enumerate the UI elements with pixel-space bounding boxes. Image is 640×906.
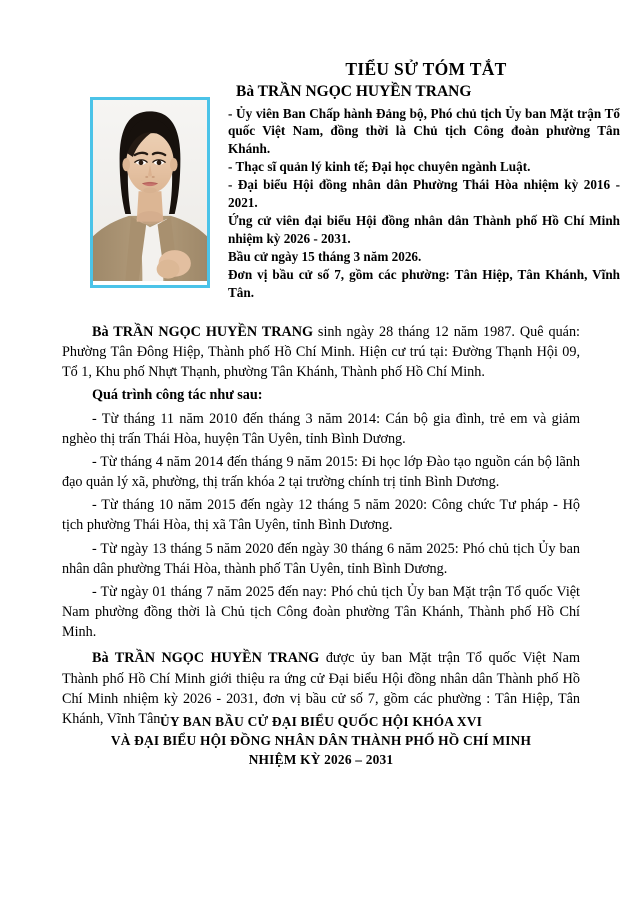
candidate-name-heading: Bà TRẦN NGỌC HUYỀN TRANG <box>236 83 472 101</box>
career-item: - Từ tháng 4 năm 2014 đến tháng 9 năm 2015: Đi học lớp Đào tạo nguồn cán bộ lãnh đạo quản lý xã, phường, thị trấn khóa 2 tại trường chính trị tỉnh Bình Dương. <box>62 453 580 491</box>
paragraph-personal-info <box>62 322 580 382</box>
career-heading: Quá trình công tác như sau: <box>92 387 263 404</box>
footer-line-2: VÀ ĐẠI BIỂU HỘI ĐỒNG NHÂN DÂN THÀNH PHỐ HỒ CHÍ MINH <box>110 733 532 749</box>
closing-name: Bà TRẦN NGỌC HUYỀN TRANG <box>92 650 320 667</box>
header-line-position: - Ủy viên Ban Chấp hành Đảng bộ, Phó chủ tịch Ủy ban Mặt trận Tổ quốc Việt Nam, đồng thời là Chủ tịch Công đoàn phường Tân Khánh. <box>228 105 620 157</box>
body-block <box>62 322 580 729</box>
footer-block <box>62 712 580 769</box>
header-line-candidacy: Ứng cử viên đại biểu Hội đồng nhân dân Thành phố Hồ Chí Minh nhiệm kỳ 2026 - 2031. <box>228 213 620 247</box>
portrait-photo <box>93 100 207 281</box>
header-line-previous-council: - Đại biểu Hội đồng nhân dân Phường Thái Hòa nhiệm kỳ 2016 - 2021. <box>228 177 620 211</box>
document-title: TIỂU SỬ TÓM TẮT <box>345 59 507 79</box>
header-line-education: - Thạc sĩ quản lý kinh tế; Đại học chuyên ngành Luật. <box>228 159 531 175</box>
intro-name: Bà TRẦN NGỌC HUYỀN TRANG <box>92 324 313 340</box>
intro-rest: sinh ngày 28 tháng 12 năm 1987. Quê quán: Phường Tân Đông Hiệp, Thành phố Hồ Chí Minh. Hiện cư trú tại: Đường Thạnh Hội 09, Tổ 1, Khu phố Nhựt Thạnh, phường Tân Khánh, Thành phố Hồ Chí Minh. <box>62 324 580 381</box>
candidate-photo-frame <box>90 97 210 288</box>
footer-line-1: ỦY BAN BẦU CỬ ĐẠI BIỂU QUỐC HỘI KHÓA XVI <box>159 714 483 729</box>
career-item: - Từ ngày 01 tháng 7 năm 2025 đến nay: Phó chủ tịch Ủy ban Mặt trận Tổ quốc Việt Nam phường đồng thời là Chủ tịch Công đoàn phường Tân Khánh, Thành phố Hồ Chí Minh. <box>62 583 580 641</box>
header-line-election-date: Bầu cử ngày 15 tháng 3 năm 2026. <box>228 249 422 265</box>
header-line-constituency: Đơn vị bầu cử số 7, gồm các phường: Tân Hiệp, Tân Khánh, Vĩnh Tân. <box>228 267 620 301</box>
footer-line-3: NHIỆM KỲ 2026 – 2031 <box>248 752 394 768</box>
closing-rest: được ủy ban Mặt trận Tổ quốc Việt Nam Thành phố Hồ Chí Minh giới thiệu ra ứng cử Đại biểu Hội đồng nhân dân Thành phố Hồ Chí Minh nhiệm kỳ 2026 - 2031, đơn vị bầu cử số 7, gồm các phường : Tân Hiệp, Tân Khánh, Vĩnh Tân. <box>62 650 580 727</box>
career-item: - Từ tháng 10 năm 2015 đến ngày 12 tháng 5 năm 2020: Công chức Tư pháp - Hộ tịch phường Thái Hòa, thị xã Tân Uyên, tỉnh Bình Dương. <box>62 497 580 534</box>
career-item: - Từ ngày 13 tháng 5 năm 2020 đến ngày 30 tháng 6 năm 2025: Phó chủ tịch Ủy ban nhân dân phường Thái Hòa, thành phố Tân Uyên, tỉnh Bình Dương. <box>62 540 580 577</box>
header-block <box>228 58 620 302</box>
career-item: - Từ tháng 11 năm 2010 đến tháng 3 năm 2014: Cán bộ gia đình, trẻ em và giảm nghèo thị trấn Thái Hòa, huyện Tân Uyên, tỉnh Bình Dương. <box>62 410 580 447</box>
